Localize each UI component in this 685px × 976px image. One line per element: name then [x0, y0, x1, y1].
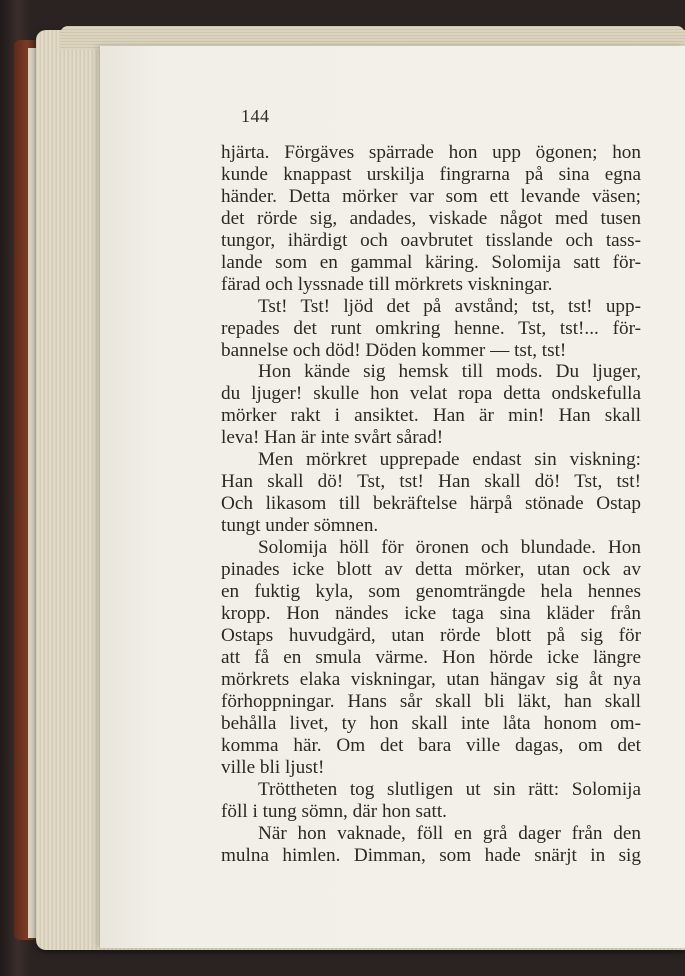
text-line: en fuktig kyla, som genomträngde hela hennes [221, 581, 641, 602]
text-line: komma här. Om det bara ville dagas, om det [221, 735, 641, 756]
text-line: tungor, ihärdigt och oavbrutet tisslande och tass- [221, 230, 641, 251]
text-line: mörkrets elaka viskningar, utan hängav sig åt nya [221, 669, 641, 690]
text-line: mulna himlen. Dimman, som hade snärjt in sig [221, 845, 641, 866]
text-line: Han skall dö! Tst, tst! Han skall dö! Tst, tst! [221, 471, 641, 492]
text-line: leva! Han är inte svårt sårad! [221, 427, 444, 448]
text-line: förhoppningar. Hans sår skall bli läkt, han skall [221, 691, 641, 712]
text-line: behålla livet, ty hon skall inte låta honom om- [221, 713, 641, 734]
text-line: När hon vaknade, föll en grå dager från den [258, 823, 641, 844]
text-line: du ljuger! skulle hon velat ropa detta ondskefulla [221, 383, 641, 404]
text-line: kunde knappast urskilja fingrarna på sina egna [221, 164, 641, 185]
text-line: pinades icke blott av detta mörker, utan ock av [221, 559, 641, 580]
text-line: lande som en gammal käring. Solomija satt för- [221, 252, 641, 273]
text-line: färad och lyssnade till mörkrets viskningar. [221, 274, 553, 295]
text-line: att få en smula värme. Hon hörde icke längre [221, 647, 641, 668]
text-line: det rörde sig, andades, viskade något med tusen [221, 208, 641, 229]
text-line: tungt under sömnen. [221, 515, 379, 536]
text-line: hjärta. Förgäves spärrade hon upp ögonen; hon [221, 142, 641, 163]
text-line: bannelse och död! Döden kommer — tst, tst! [221, 340, 567, 361]
text-line: Tröttheten tog slutligen ut sin rätt: Solomija [258, 779, 641, 800]
text-line: mörker rakt i ansiktet. Han är min! Han skall [221, 405, 641, 426]
page-number: 144 [241, 106, 270, 126]
text-line: föll i tung sömn, där hon satt. [221, 801, 447, 822]
text-line: Solomija höll för öronen och blundade. Hon [258, 537, 641, 558]
text-line: repades det runt omkring henne. Tst, tst!... för- [221, 318, 641, 339]
text-line: Och likasom till bekräftelse härpå stönade Ostap [221, 493, 641, 514]
text-line: Hon kände sig hemsk till mods. Du ljuger, [258, 361, 641, 382]
text-line: Men mörkret upprepade endast sin viskning: [258, 449, 641, 470]
text-line: kropp. Hon nändes icke taga sina kläder från [221, 603, 641, 624]
text-line: händer. Detta mörker var som ett levande väsen; [221, 186, 641, 207]
text-line: Ostaps huvudgärd, utan rörde blott på sig för [221, 625, 641, 646]
text-line: ville bli ljust! [221, 757, 325, 778]
text-line: Tst! Tst! ljöd det på avstånd; tst, tst! upp- [258, 296, 641, 317]
